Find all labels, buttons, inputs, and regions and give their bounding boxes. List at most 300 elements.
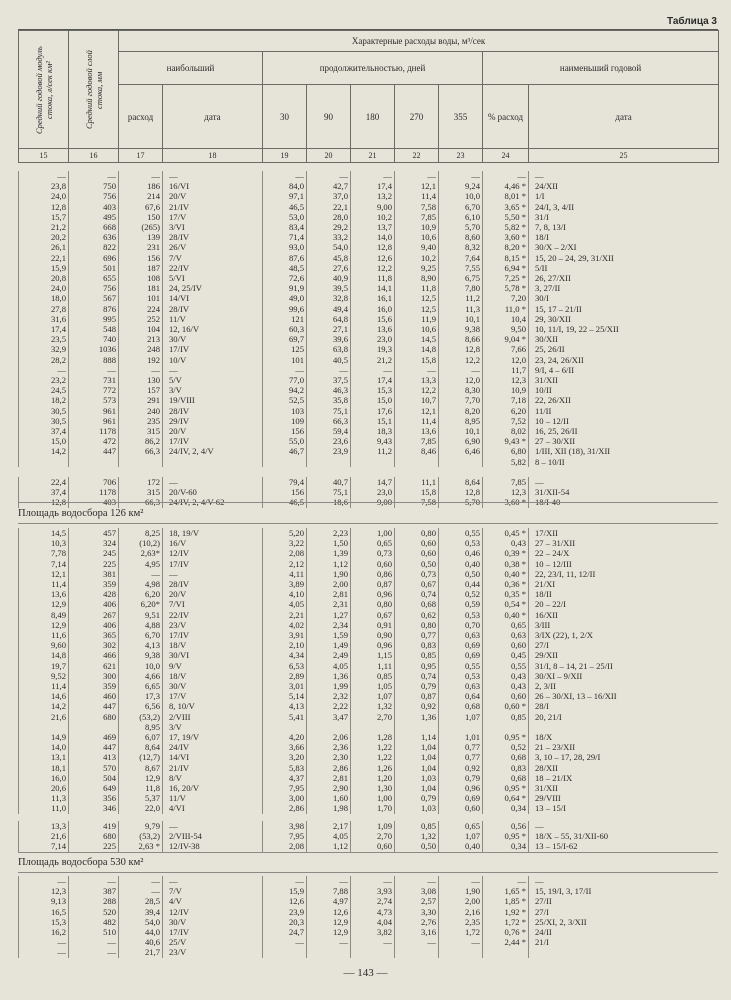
- section3-top-rule: [18, 872, 718, 873]
- table-cell: 8,20: [439, 406, 483, 416]
- table-cell: 2,30: [307, 752, 351, 762]
- table-cell: 2,08: [263, 548, 307, 558]
- table-cell: 28/IV: [163, 406, 263, 416]
- table-cell: 83,4: [263, 222, 307, 232]
- table-cell: 15,0: [351, 395, 395, 405]
- table-cell: 14,6: [19, 691, 69, 701]
- table-row: [19, 783, 719, 793]
- table-cell: 0,67: [395, 579, 439, 589]
- table-cell: 14,5: [395, 334, 439, 344]
- table-cell: 30/V: [163, 917, 263, 927]
- table-cell: 31/XII: [529, 783, 719, 793]
- header-duration: продолжительностью, дней: [263, 52, 483, 85]
- table-cell: 0,64 *: [483, 793, 529, 803]
- table-row: [19, 355, 719, 365]
- table-cell: 3,47: [307, 712, 351, 722]
- table-cell: 3,89: [263, 579, 307, 589]
- table-cell: 17, 19/V: [163, 732, 263, 742]
- table-row: [19, 365, 719, 375]
- table-cell: [351, 457, 395, 467]
- table-cell: 10,3: [19, 538, 69, 548]
- table-cell: 13,2: [351, 191, 395, 201]
- table-cell: 15,9: [263, 886, 307, 896]
- table-cell: 8,02: [483, 426, 529, 436]
- table-cell: 22,1: [307, 202, 351, 212]
- table-cell: 1,04: [395, 763, 439, 773]
- table-cell: [307, 457, 351, 467]
- table-cell: [351, 722, 395, 732]
- table-cell: 13,3: [19, 821, 69, 831]
- table-cell: 0,76 *: [483, 927, 529, 937]
- table-cell: [351, 947, 395, 957]
- table-cell: 23,2: [19, 375, 69, 385]
- table-cell: 0,43: [483, 671, 529, 681]
- table-cell: —: [439, 876, 483, 886]
- table-cell: 8,20 *: [483, 242, 529, 252]
- table-cell: 99,6: [263, 304, 307, 314]
- table-cell: 48,5: [263, 263, 307, 273]
- table-cell: 23,9: [307, 446, 351, 456]
- table-cell: 14,8: [395, 344, 439, 354]
- table-cell: 1,09: [351, 821, 395, 831]
- table-cell: 22, 23/I, 11, 12/II: [529, 569, 719, 579]
- table-cell: —: [119, 569, 163, 579]
- table-cell: 6,80: [483, 446, 529, 456]
- table-cell: 10,6: [395, 232, 439, 242]
- table-cell: 156: [263, 487, 307, 497]
- table-cell: 26,1: [19, 242, 69, 252]
- table-cell: 1,39: [307, 548, 351, 558]
- table-cell: 756: [69, 191, 119, 201]
- table-cell: 245: [69, 548, 119, 558]
- table-cell: 28,5: [119, 896, 163, 906]
- table-cell: 55,0: [263, 436, 307, 446]
- table-row: [19, 528, 719, 538]
- table-cell: 1,32: [351, 701, 395, 711]
- table-cell: 961: [69, 416, 119, 426]
- header-date: дата: [163, 85, 263, 149]
- table-cell: 8,95: [439, 416, 483, 426]
- table-cell: 24/IV, 2, 4/V-62: [163, 497, 263, 507]
- table-cell: —: [351, 876, 395, 886]
- table-cell: 1036: [69, 344, 119, 354]
- table-cell: 0,92: [439, 763, 483, 773]
- table-cell: 27/I: [529, 907, 719, 917]
- table-cell: 20/V: [163, 589, 263, 599]
- table-row: [19, 907, 719, 917]
- section2-title: Площадь водосбора 126 км²: [18, 508, 144, 519]
- table-cell: 356: [69, 793, 119, 803]
- table-cell: 13 – 15/I: [529, 803, 719, 813]
- table-cell: 37,5: [307, 375, 351, 385]
- table-cell: 0,43: [483, 681, 529, 691]
- table-cell: 84,0: [263, 181, 307, 191]
- table-cell: —: [529, 171, 719, 181]
- table-cell: 3,98: [263, 821, 307, 831]
- table-cell: 225: [69, 559, 119, 569]
- table-cell: —: [395, 365, 439, 375]
- table-cell: 40,5: [307, 355, 351, 365]
- table-cell: —: [69, 365, 119, 375]
- table-cell: 0,60: [351, 841, 395, 851]
- table-cell: 13,3: [395, 375, 439, 385]
- table-cell: 0,38 *: [483, 559, 529, 569]
- table-cell: 150: [119, 212, 163, 222]
- table-cell: 214: [119, 191, 163, 201]
- table-cell: 12,6: [307, 907, 351, 917]
- table-cell: (12,7): [119, 752, 163, 762]
- table-row: [19, 222, 719, 232]
- table-row: [19, 947, 719, 957]
- table-cell: 35,8: [307, 395, 351, 405]
- table-cell: 0,65: [483, 620, 529, 630]
- table-cell: —: [163, 876, 263, 886]
- table-cell: —: [351, 365, 395, 375]
- table-cell: 11,3: [439, 304, 483, 314]
- table-cell: 4,37: [263, 773, 307, 783]
- table-cell: 9/I, 4 – 6/II: [529, 365, 719, 375]
- table-cell: 24/I, 3, 4/II: [529, 202, 719, 212]
- table-cell: —: [19, 947, 69, 957]
- table-cell: 0,91: [351, 620, 395, 630]
- table-cell: 570: [69, 763, 119, 773]
- table-cell: —: [439, 171, 483, 181]
- table-cell: 7,66: [483, 344, 529, 354]
- table-cell: 22 – 24/X: [529, 548, 719, 558]
- table-cell: 17,6: [351, 406, 395, 416]
- table-cell: 3,65 *: [483, 202, 529, 212]
- table-cell: —: [307, 876, 351, 886]
- table-cell: 0,80: [395, 528, 439, 538]
- table-cell: 1,92 *: [483, 907, 529, 917]
- table-row: [19, 212, 719, 222]
- table-cell: [439, 947, 483, 957]
- table-cell: 15,3: [19, 917, 69, 927]
- table-cell: 0,95 *: [483, 783, 529, 793]
- table-cell: 0,60 *: [483, 701, 529, 711]
- table-cell: 3,60 *: [483, 232, 529, 242]
- table-cell: 9,79: [119, 821, 163, 831]
- table-cell: 14,2: [19, 701, 69, 711]
- table-cell: 469: [69, 732, 119, 742]
- table-cell: —: [263, 171, 307, 181]
- table-cell: 1,28: [351, 732, 395, 742]
- table-cell: 0,40 *: [483, 610, 529, 620]
- table-cell: —: [395, 171, 439, 181]
- table-row: [19, 487, 719, 497]
- table-cell: 21/IV: [163, 763, 263, 773]
- table-cell: 11,4: [395, 416, 439, 426]
- table-cell: 0,79: [395, 681, 439, 691]
- table-cell: 3/V: [163, 722, 263, 732]
- table-cell: 7, 8, 13/I: [529, 222, 719, 232]
- table-cell: 11/V: [163, 793, 263, 803]
- table-row: [19, 477, 719, 487]
- header-max: наибольший: [119, 52, 263, 85]
- table-row: [19, 446, 719, 456]
- table-cell: 7,25 *: [483, 273, 529, 283]
- table-cell: 16, 20/V: [163, 783, 263, 793]
- table-cell: 235: [119, 416, 163, 426]
- table-cell: 15,6: [351, 314, 395, 324]
- table-cell: 30/V: [163, 681, 263, 691]
- table-cell: —: [69, 937, 119, 947]
- table-cell: 0,87: [351, 579, 395, 589]
- table-cell: 2,16: [439, 907, 483, 917]
- table-cell: 1,85 *: [483, 896, 529, 906]
- table-cell: 24/IV, 2, 4/V: [163, 446, 263, 456]
- table-cell: 1,59: [307, 630, 351, 640]
- table-cell: 0,83: [395, 640, 439, 650]
- table-cell: 3,01: [263, 681, 307, 691]
- table-cell: 46,7: [263, 446, 307, 456]
- table-cell: 447: [69, 701, 119, 711]
- table-cell: 3, 10 – 17, 28, 29/I: [529, 752, 719, 762]
- table-row: [19, 691, 719, 701]
- table-cell: 7,78: [19, 548, 69, 558]
- table-row: [19, 436, 719, 446]
- table-cell: 4,05: [307, 661, 351, 671]
- table-cell: 0,64: [439, 691, 483, 701]
- table-cell: 18/V: [163, 671, 263, 681]
- table-cell: 2,06: [307, 732, 351, 742]
- table-cell: [263, 722, 307, 732]
- table-cell: 1,00: [351, 793, 395, 803]
- table-cell: 121: [263, 314, 307, 324]
- table-cell: [307, 947, 351, 957]
- table-cell: 7,85: [483, 477, 529, 487]
- table-cell: 0,95 *: [483, 831, 529, 841]
- table-cell: 101: [263, 355, 307, 365]
- table-cell: 3,60 *: [483, 497, 529, 507]
- table-cell: 46,5: [263, 497, 307, 507]
- table-cell: 5/VI: [163, 273, 263, 283]
- table-cell: 172: [119, 477, 163, 487]
- table-cell: 24,0: [19, 191, 69, 201]
- table-cell: 0,53: [439, 610, 483, 620]
- table-cell: —: [119, 171, 163, 181]
- table-cell: 64,8: [307, 314, 351, 324]
- table-cell: 16/VI: [163, 181, 263, 191]
- table-cell: 7/V: [163, 886, 263, 896]
- table-cell: 23,5: [19, 334, 69, 344]
- table-cell: 21/I: [529, 937, 719, 947]
- table-cell: 21,6: [19, 712, 69, 722]
- table-cell: 2,81: [307, 589, 351, 599]
- table-cell: —: [263, 937, 307, 947]
- table-cell: 2,32: [307, 691, 351, 701]
- table-cell: [19, 457, 69, 467]
- table-cell: 3, 27/II: [529, 283, 719, 293]
- table-row: [19, 876, 719, 886]
- table-cell: 2,70: [351, 712, 395, 722]
- table-cell: 30,5: [19, 416, 69, 426]
- table-cell: 18,1: [19, 763, 69, 773]
- table-cell: 13,6: [351, 324, 395, 334]
- table-row: [19, 886, 719, 896]
- table-cell: 87,6: [263, 253, 307, 263]
- table-cell: 11,2: [439, 293, 483, 303]
- table-cell: 66,3: [119, 446, 163, 456]
- table-cell: 20,2: [19, 232, 69, 242]
- table-cell: 0,54 *: [483, 599, 529, 609]
- table-row: [19, 293, 719, 303]
- table-cell: 4,98: [119, 579, 163, 589]
- table-cell: 6,65: [119, 681, 163, 691]
- table-cell: 1,32: [395, 831, 439, 841]
- table-cell: 0,40: [439, 841, 483, 851]
- table-cell: 2,12: [263, 559, 307, 569]
- table-cell: 0,95 *: [483, 732, 529, 742]
- table-cell: 9,52: [19, 671, 69, 681]
- table-cell: 621: [69, 661, 119, 671]
- table-cell: 69,7: [263, 334, 307, 344]
- table-cell: 11,6: [19, 630, 69, 640]
- table-cell: 46,3: [307, 385, 351, 395]
- table-cell: 224: [119, 304, 163, 314]
- table-row: [19, 416, 719, 426]
- table-row: [19, 426, 719, 436]
- table-cell: 25/V: [163, 937, 263, 947]
- table-cell: [529, 947, 719, 957]
- table-cell: 9,00: [351, 202, 395, 212]
- table-cell: 2,34: [307, 620, 351, 630]
- table-cell: 315: [119, 487, 163, 497]
- table-row: [19, 538, 719, 548]
- table-cell: 7,58: [395, 497, 439, 507]
- table-cell: 756: [69, 283, 119, 293]
- table-cell: 8/V: [163, 773, 263, 783]
- table-cell: [163, 457, 263, 467]
- table-row: [19, 548, 719, 558]
- table-cell: 8,15 *: [483, 253, 529, 263]
- table-cell: —: [395, 937, 439, 947]
- table-cell: 4,88: [119, 620, 163, 630]
- table-cell: 4/V: [163, 896, 263, 906]
- table-cell: 225: [69, 841, 119, 851]
- table-cell: 12,6: [351, 253, 395, 263]
- table-cell: 419: [69, 821, 119, 831]
- table-row: [19, 273, 719, 283]
- table-cell: 14,0: [19, 742, 69, 752]
- table-cell: 6,70: [119, 630, 163, 640]
- table-cell: 9,38: [119, 650, 163, 660]
- table-cell: 573: [69, 395, 119, 405]
- table-cell: 447: [69, 742, 119, 752]
- table-cell: 40,6: [119, 937, 163, 947]
- table-cell: 24, 25/IV: [163, 283, 263, 293]
- table-cell: 16,0: [19, 773, 69, 783]
- table-cell: 12,9: [19, 599, 69, 609]
- table-row: [19, 620, 719, 630]
- table-cell: 10,9: [395, 222, 439, 232]
- table-cell: 12,8: [439, 487, 483, 497]
- table-cell: 1,27: [307, 610, 351, 620]
- table-cell: 6,75: [439, 273, 483, 283]
- table-row: [19, 927, 719, 937]
- table-cell: 2,49: [307, 650, 351, 660]
- table-cell: 4,66: [119, 671, 163, 681]
- table-cell: 9,51: [119, 610, 163, 620]
- table-cell: 1,90: [307, 569, 351, 579]
- table-cell: 37,0: [307, 191, 351, 201]
- table-cell: 187: [119, 263, 163, 273]
- table-cell: 2, 3/II: [529, 681, 719, 691]
- table-header: [18, 30, 719, 163]
- table-cell: [263, 457, 307, 467]
- table-cell: 0,50: [439, 569, 483, 579]
- table-cell: 0,85: [395, 650, 439, 660]
- table-cell: 12,1: [395, 406, 439, 416]
- table-cell: 66,3: [307, 416, 351, 426]
- table-cell: —: [483, 171, 529, 181]
- table-cell: 1,70: [351, 803, 395, 813]
- table-cell: 5,78 *: [483, 283, 529, 293]
- table-cell: 1,07: [351, 691, 395, 701]
- table-cell: 39,5: [307, 283, 351, 293]
- table-row: [19, 375, 719, 385]
- table-cell: 15,9: [19, 263, 69, 273]
- table-cell: —: [307, 171, 351, 181]
- table-row: [19, 314, 719, 324]
- table-row: [19, 263, 719, 273]
- table-row: [19, 712, 719, 722]
- table-cell: 0,63: [483, 630, 529, 640]
- table-cell: 39,6: [307, 334, 351, 344]
- table-cell: 1,50: [307, 538, 351, 548]
- table-cell: 16/XII: [529, 610, 719, 620]
- table-cell: 28,2: [19, 355, 69, 365]
- table-cell: 26/V: [163, 242, 263, 252]
- table-cell: 79,4: [263, 477, 307, 487]
- table-cell: 22,0: [119, 803, 163, 813]
- table-cell: 17/V: [163, 212, 263, 222]
- table-cell: 8,66: [439, 334, 483, 344]
- table-cell: 1,12: [307, 841, 351, 851]
- table-row: [19, 232, 719, 242]
- table-cell: 8,90: [395, 273, 439, 283]
- table-cell: —: [119, 365, 163, 375]
- table-cell: —: [439, 937, 483, 947]
- table-cell: 731: [69, 375, 119, 385]
- section2-rows: [18, 528, 718, 814]
- table-cell: 680: [69, 712, 119, 722]
- table-cell: 125: [263, 344, 307, 354]
- table-cell: 0,74: [395, 671, 439, 681]
- table-cell: 447: [69, 446, 119, 456]
- table-cell: 14,7: [351, 477, 395, 487]
- table-row: [19, 253, 719, 263]
- table-cell: 2,10: [263, 640, 307, 650]
- table-cell: 130: [119, 375, 163, 385]
- table-cell: 0,73: [351, 548, 395, 558]
- table-cell: 403: [69, 202, 119, 212]
- table-cell: 2,86: [263, 803, 307, 813]
- table-cell: 0,90: [351, 630, 395, 640]
- table-row: [19, 242, 719, 252]
- table-cell: 32,8: [307, 293, 351, 303]
- table-cell: 5,41: [263, 712, 307, 722]
- table-cell: 12/IV-38: [163, 841, 263, 851]
- table-cell: —: [529, 477, 719, 487]
- table-cell: 21,7: [119, 947, 163, 957]
- table-cell: 12,6: [263, 896, 307, 906]
- table-row: [19, 630, 719, 640]
- table-cell: 0,68: [483, 752, 529, 762]
- table-cell: 7,64: [439, 253, 483, 263]
- table-cell: 28/I: [529, 701, 719, 711]
- table-cell: 7,85: [395, 212, 439, 222]
